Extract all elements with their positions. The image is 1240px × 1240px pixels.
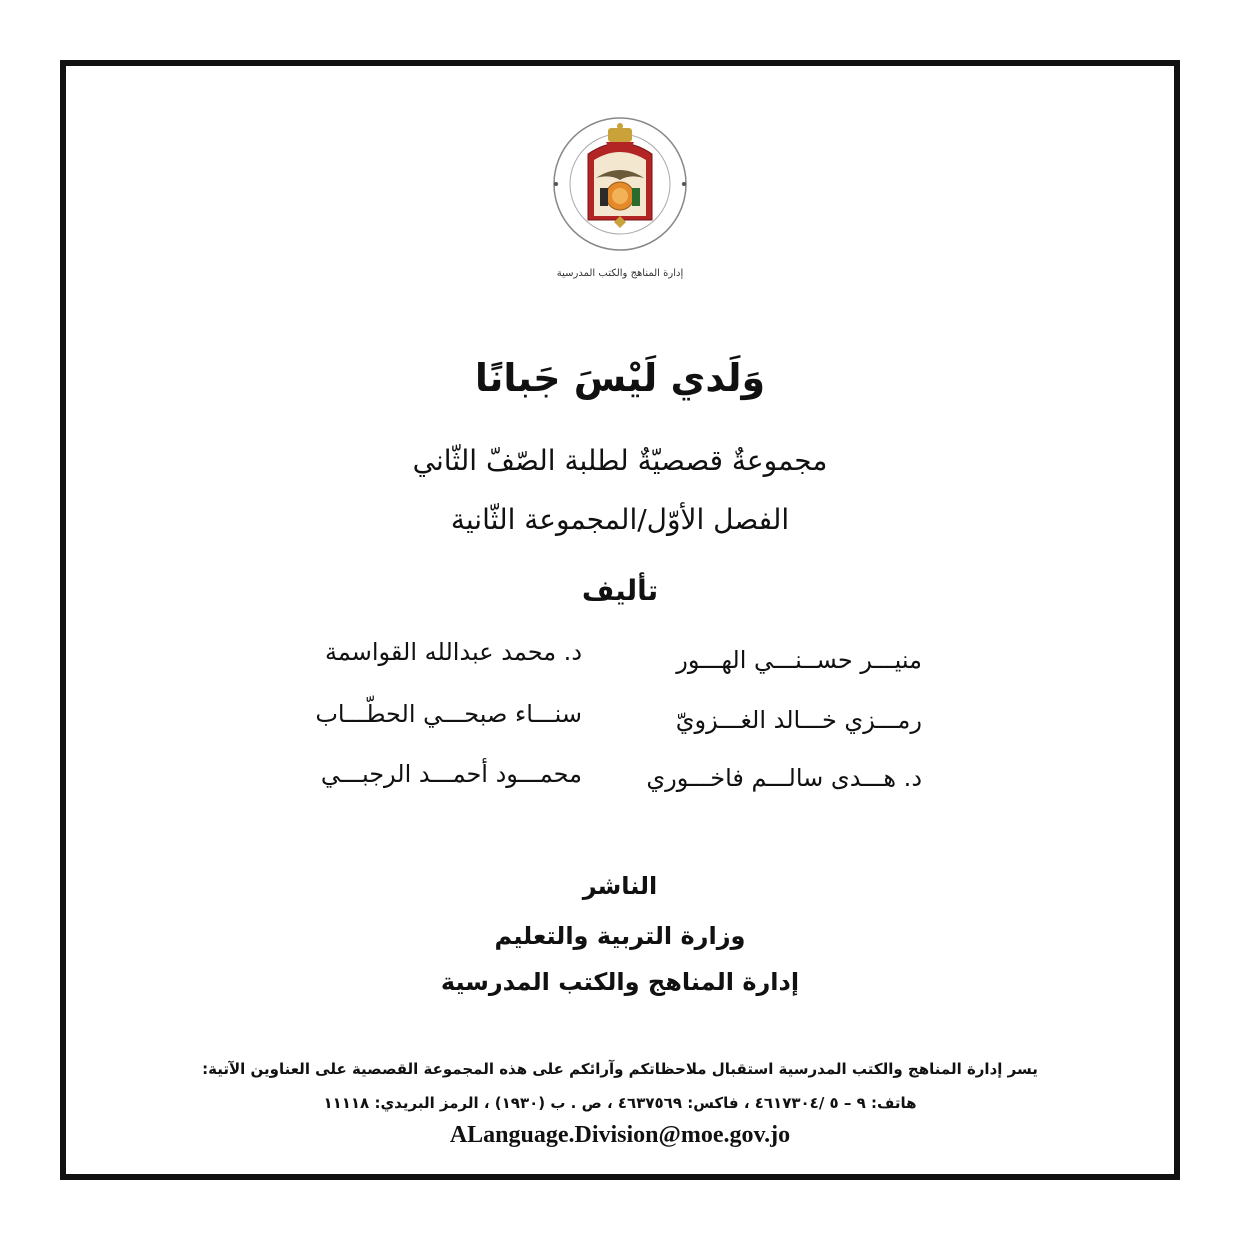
contact-invitation: يسر إدارة المناهج والكتب المدرسية استقبال ملاحظاتكم وآرائكم على هذه المجموعة القصصية على العناوين الآتية: [202,1060,1038,1078]
author-name: د. هـــدى سالـــم فاخـــوري [646,764,922,792]
contact-details: هاتف: ٩ – ٥ /٤٦١٧٣٠٤ ، فاكس: ٤٦٣٧٥٦٩ ، ص . ب (١٩٣٠) ، الرمز البريدي: ١١١١٨ [323,1094,917,1112]
author-name: منيـــر حســنـــي الهـــور [676,646,922,674]
publisher-label: الناشر [582,872,658,900]
logo-caption: إدارة المناهج والكتب المدرسية [556,268,684,279]
author-name: محمـــود أحمـــد الرجبـــي [320,760,582,788]
author-name: سنـــاء صبحـــي الحطّـــاب [315,700,582,728]
book-title: وَلَدي لَيْسَ جَبانًا [474,356,766,400]
book-subtitle: مجموعةٌ قصصيّةٌ لطلبة الصّفّ الثّاني [412,444,828,477]
author-name: رمـــزي خـــالد الغـــزويّ [675,706,922,734]
authorship-label: تأليف [581,574,659,607]
author-name: د. محمد عبدالله القواسمة [324,638,582,666]
contact-email: ALanguage.Division@moe.gov.jo [449,1122,791,1148]
publisher-ministry: وزارة التربية والتعليم [494,922,746,950]
publisher-department: إدارة المناهج والكتب المدرسية [440,968,800,996]
book-term: الفصل الأوّل/المجموعة الثّانية [450,503,790,536]
ministry-emblem-icon [548,112,692,256]
